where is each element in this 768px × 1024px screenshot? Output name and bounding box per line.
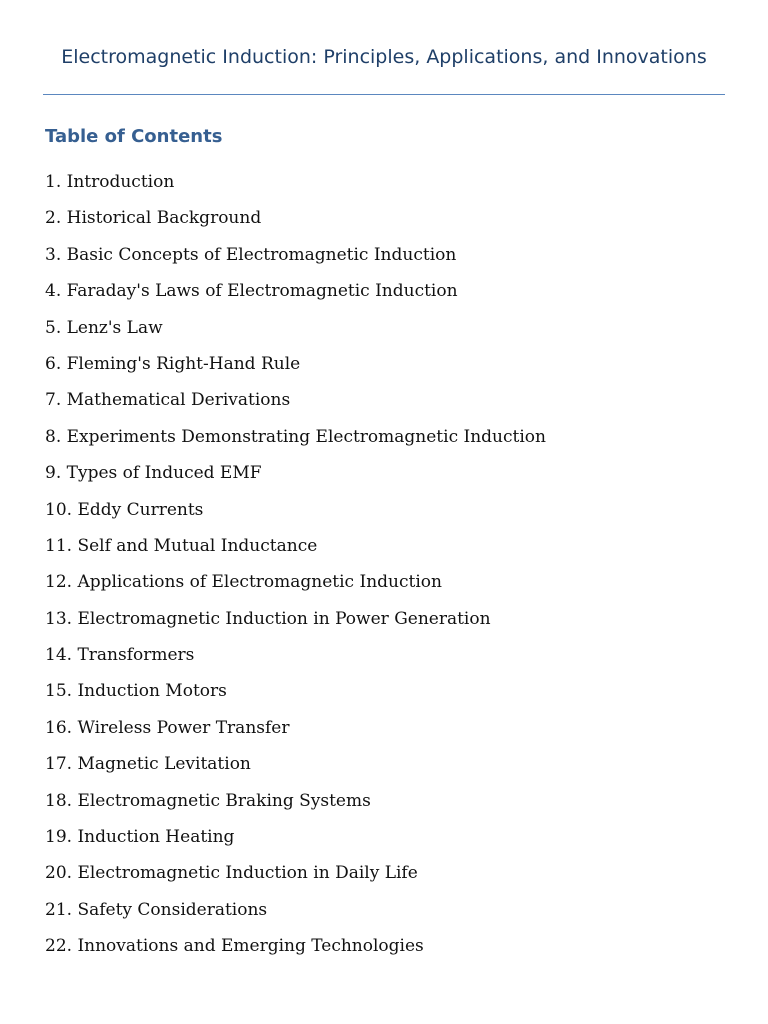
title-underline-divider xyxy=(43,94,725,95)
toc-item: 2. Historical Background xyxy=(45,208,262,229)
toc-item: 15. Induction Motors xyxy=(45,681,227,702)
toc-item: 18. Electromagnetic Braking Systems xyxy=(45,790,371,811)
toc-item: 10. Eddy Currents xyxy=(45,499,204,520)
toc-item: 19. Induction Heating xyxy=(45,827,235,848)
toc-heading: Table of Contents xyxy=(45,126,223,147)
toc-item: 16. Wireless Power Transfer xyxy=(45,717,290,738)
toc-item: 17. Magnetic Levitation xyxy=(45,754,251,775)
toc-item: 1. Introduction xyxy=(45,172,175,192)
toc-item: 3. Basic Concepts of Electromagnetic Induction xyxy=(45,244,457,265)
toc-item: 20. Electromagnetic Induction in Daily Life xyxy=(45,863,418,884)
toc-item: 6. Fleming's Right-Hand Rule xyxy=(45,353,301,374)
toc-item: 14. Transformers xyxy=(45,645,195,666)
toc-item: 13. Electromagnetic Induction in Power Generation xyxy=(45,608,491,629)
document-title: Electromagnetic Induction: Principles, Applications, and Innovations xyxy=(61,46,707,68)
toc-item: 21. Safety Considerations xyxy=(45,899,268,920)
toc-item: 9. Types of Induced EMF xyxy=(45,463,262,484)
toc-item: 12. Applications of Electromagnetic Induction xyxy=(45,572,442,593)
toc-item: 4. Faraday's Laws of Electromagnetic Induction xyxy=(45,281,458,302)
toc-item: 7. Mathematical Derivations xyxy=(45,390,291,411)
toc-item: 22. Innovations and Emerging Technologies xyxy=(45,936,424,957)
toc-item: 11. Self and Mutual Inductance xyxy=(45,535,318,556)
toc-list xyxy=(45,168,546,969)
toc-item: 5. Lenz's Law xyxy=(45,317,163,338)
toc-item: 8. Experiments Demonstrating Electromagnetic Induction xyxy=(45,426,546,447)
